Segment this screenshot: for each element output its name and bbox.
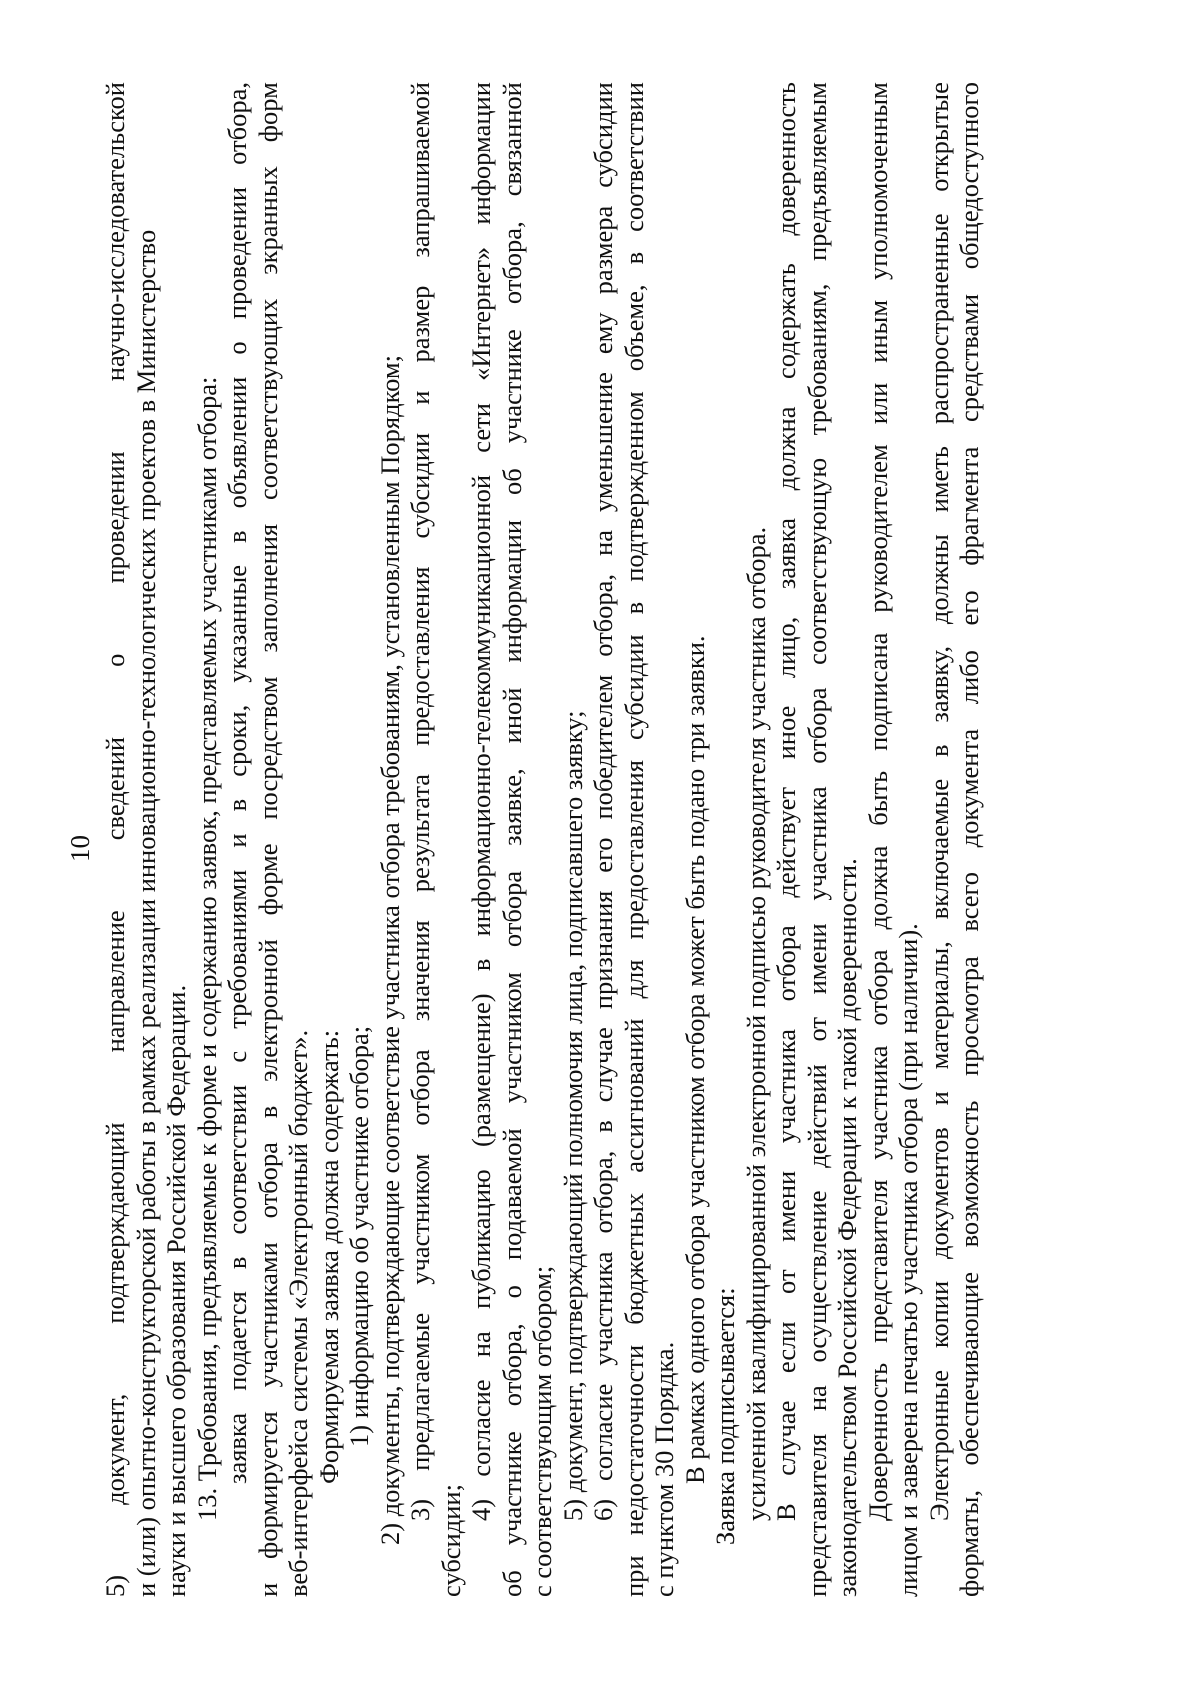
word: подтверждающий [100,1122,130,1324]
word: действий [801,1064,832,1168]
word: распространенные [923,213,954,425]
word: предлагаемые [405,1312,435,1471]
word: документа [954,728,984,848]
word: проведении [100,451,130,584]
word: признания [588,890,618,1010]
word: отбора, [496,1323,527,1407]
word: если [771,1321,801,1374]
word: участником [496,972,527,1104]
word: бюджетных [618,1192,649,1325]
word: «Интернет» [466,246,496,381]
word: должна [862,845,893,930]
text-line [466,82,497,1597]
word: Формируемая заявка должна содержать: [313,1029,344,1484]
text-line [924,82,955,1597]
word: о [222,341,252,355]
word: недостаточности [618,1344,649,1536]
word: отбора [801,687,832,764]
word: для [618,959,649,999]
word: иной [496,687,527,744]
word: объявлении [222,376,252,509]
word: его [954,590,984,626]
word: всего [954,871,984,932]
word: случае [771,1400,801,1476]
word: размера [588,205,618,295]
word: фрагмента [954,446,984,566]
word: экранных [252,166,283,275]
word: руководителем [862,444,893,613]
word: об [496,1570,527,1597]
word: доверенность [771,82,801,236]
word: соответствии [618,82,649,232]
word: случае [588,1027,618,1103]
word: и [222,833,252,848]
word: согласие [588,1383,618,1481]
word: о [496,1285,527,1299]
word: информации [496,519,527,663]
word: и [405,390,435,405]
word: документ, [100,1393,130,1505]
word: и [252,1582,283,1597]
word: участника [588,1251,618,1366]
word: участнике [496,1431,527,1546]
text-line [344,82,375,1597]
word: материалы, [923,941,954,1070]
text-line [192,82,223,1597]
text-line [802,82,833,1597]
word: требованиям, [801,283,832,436]
word: его [588,837,618,873]
word: действует [771,786,801,898]
word: иным [862,299,893,363]
word: подается [222,1291,252,1391]
word: возможность [954,1100,984,1248]
word: 1) информацию об участнике отбора; [344,1025,374,1447]
word: участника [801,786,832,901]
word: Доверенность [862,1362,893,1521]
text-line [222,82,253,1597]
word: электронной [252,939,283,1082]
word: просмотра [954,956,984,1076]
word: в [618,251,649,265]
word: В рамках одного отбора участником отбора может быть подано три заявки. [679,635,710,1484]
word: с пунктом 30 Порядка. [649,1341,679,1597]
word: форм [252,82,283,143]
word: участником [405,1153,435,1285]
text-line [314,82,345,1597]
word: участника [862,1045,893,1160]
word: направление [100,910,130,1053]
word: сведений [100,736,130,841]
word: Электронные [923,1370,954,1521]
word: отбора [252,1142,283,1219]
document-body [100,82,985,1597]
word: либо [954,650,984,705]
word: в [252,1105,283,1119]
word: 5) [100,1574,130,1597]
word: от [771,1269,801,1294]
word: подтвержденном [618,391,649,582]
text-line [863,82,894,1597]
word: победителем [588,674,618,820]
word: открытые [923,82,954,192]
word: должны [923,534,954,625]
word: информационно-телекоммуникационной [466,474,496,937]
word: предоставления [405,566,435,746]
text-line [405,82,436,1597]
word: содержать [771,263,801,379]
text-line [619,82,650,1597]
word: уполномоченным [862,82,893,280]
word: сети [466,403,496,453]
word: подаваемой [496,1128,527,1261]
word: на [466,1331,496,1358]
word: в [222,798,252,812]
word: отбора, [222,82,252,165]
word: или [862,382,893,425]
word: о [100,653,130,667]
word: науки и высшего образования Российской Федерации. [161,984,191,1597]
text-line [497,82,528,1597]
word: (размещение) [466,993,496,1148]
word: форме [252,843,283,916]
word: на [588,530,618,556]
word: в [466,958,496,972]
word: имени [771,1170,801,1242]
word: лицом и заверена печатью участника отбора (при наличии). [893,923,923,1597]
word: отбора [405,1049,435,1126]
text-line [893,82,924,1597]
word: отбора [862,949,893,1026]
word: заявка [771,517,801,590]
word: в [588,1120,618,1133]
word: информации [466,82,496,225]
word: уменьшение [588,372,618,513]
word: 2) документы, подтверждающие соответствие участника отбора требованиям, установленным Порядком; [374,355,405,1545]
word: общедоступного [954,82,984,270]
word: указанные [222,565,252,683]
word: при [618,1555,649,1597]
word: субсидии [405,432,435,539]
word: отбора, [496,221,527,305]
word: от [801,1017,832,1042]
word: об [496,468,527,495]
text-line [771,82,802,1597]
text-line [283,82,314,1597]
word: отбора [496,870,527,948]
word: заполнения [252,523,283,653]
word: Заявка подписывается: [710,1287,740,1545]
word: иметь [923,446,954,513]
text-line [832,82,863,1597]
word: ему [588,312,618,355]
word: имени [801,923,832,995]
text-line [558,82,589,1597]
word: 6) [588,1498,618,1521]
word: соответствии [222,1084,252,1235]
word: заявка [222,1412,252,1484]
word: запрашиваемой [405,82,435,258]
text-line [436,82,467,1597]
word: значения [405,920,435,1022]
text-line [588,82,619,1597]
text-line [161,82,192,1597]
word: соответствующую [801,457,832,665]
word: субсидии [588,82,618,188]
word: отбора, [588,1150,618,1234]
word: веб-интерфейса системы «Электронный бюджет». [283,1029,313,1597]
page-number: 10 [65,835,95,862]
word: включаемые [923,778,954,920]
text-line [741,82,772,1597]
word: объеме, [618,284,649,372]
word: отбора [771,925,801,1002]
word: субсидии [618,634,649,741]
word: участнике [496,329,527,444]
word: В [771,1503,801,1521]
word: проведении [222,186,252,320]
text-line [680,82,711,1597]
word: сроки, [222,704,252,777]
word: субсидии; [435,1484,466,1597]
text-line [100,82,131,1597]
word: 5) документ, подтверждающий полномочия лица, подписавшего заявку; [557,710,588,1521]
word: осуществление [801,1190,832,1363]
word: должна [771,406,801,491]
word: результата [405,773,435,893]
word: 3) [405,1498,435,1521]
text-line [527,82,558,1597]
word: копии [923,1280,954,1349]
word: и (или) опытно-конструкторской работы в рамках реализации инновационно-технологических проектов в Министерство [130,229,161,1597]
word: предоставления [618,760,649,940]
text-line [954,82,985,1597]
word: научно-исследовательской [100,82,130,382]
word: быть [862,770,893,826]
word: на [801,1385,832,1412]
word: лицо, [771,616,801,679]
word: требованиями [222,869,252,1029]
word: с соответствующим отбором; [527,1265,557,1597]
word: документов [923,1127,954,1260]
word: публикацию [466,1169,496,1309]
word: и [923,1091,954,1106]
word: ассигнований [618,1018,649,1173]
word: посредством [252,676,283,820]
word: заявку, [923,645,954,723]
word: усиленной квалифицированной электронной подписью руководителя участника отбора. [740,526,771,1521]
word: заявке, [496,768,527,846]
word: подписана [862,632,893,751]
text-line [131,82,162,1597]
text-line [710,82,741,1597]
word: участника [771,1028,801,1144]
word: в [222,530,252,543]
word: обеспечивающие [954,1272,984,1466]
word: средствами [954,293,984,423]
word: размер [405,285,435,363]
text-line [649,82,680,1597]
word: участниками [252,1242,283,1388]
word: в [618,601,649,615]
word: отбора, [588,573,618,657]
text-line [253,82,284,1597]
text-line [375,82,406,1597]
word: иное [771,705,801,760]
word: предъявляемым [801,82,832,261]
word: форматы, [954,1490,984,1597]
word: формируется [252,1411,283,1559]
word: с [222,1050,252,1063]
word: представителя [801,1433,832,1597]
word: 13. Требования, предъявляемые к форме и содержанию заявок, представляемых участниками отбора: [191,376,222,1521]
word: законодательством Российской Федерации к такой доверенности. [832,858,862,1597]
word: в [923,744,954,757]
word: связанной [496,82,527,197]
word: представителя [862,1179,893,1343]
word: 4) [466,1498,496,1521]
word: согласие [466,1379,496,1477]
word: в [222,1256,252,1270]
word: соответствующих [252,298,283,500]
